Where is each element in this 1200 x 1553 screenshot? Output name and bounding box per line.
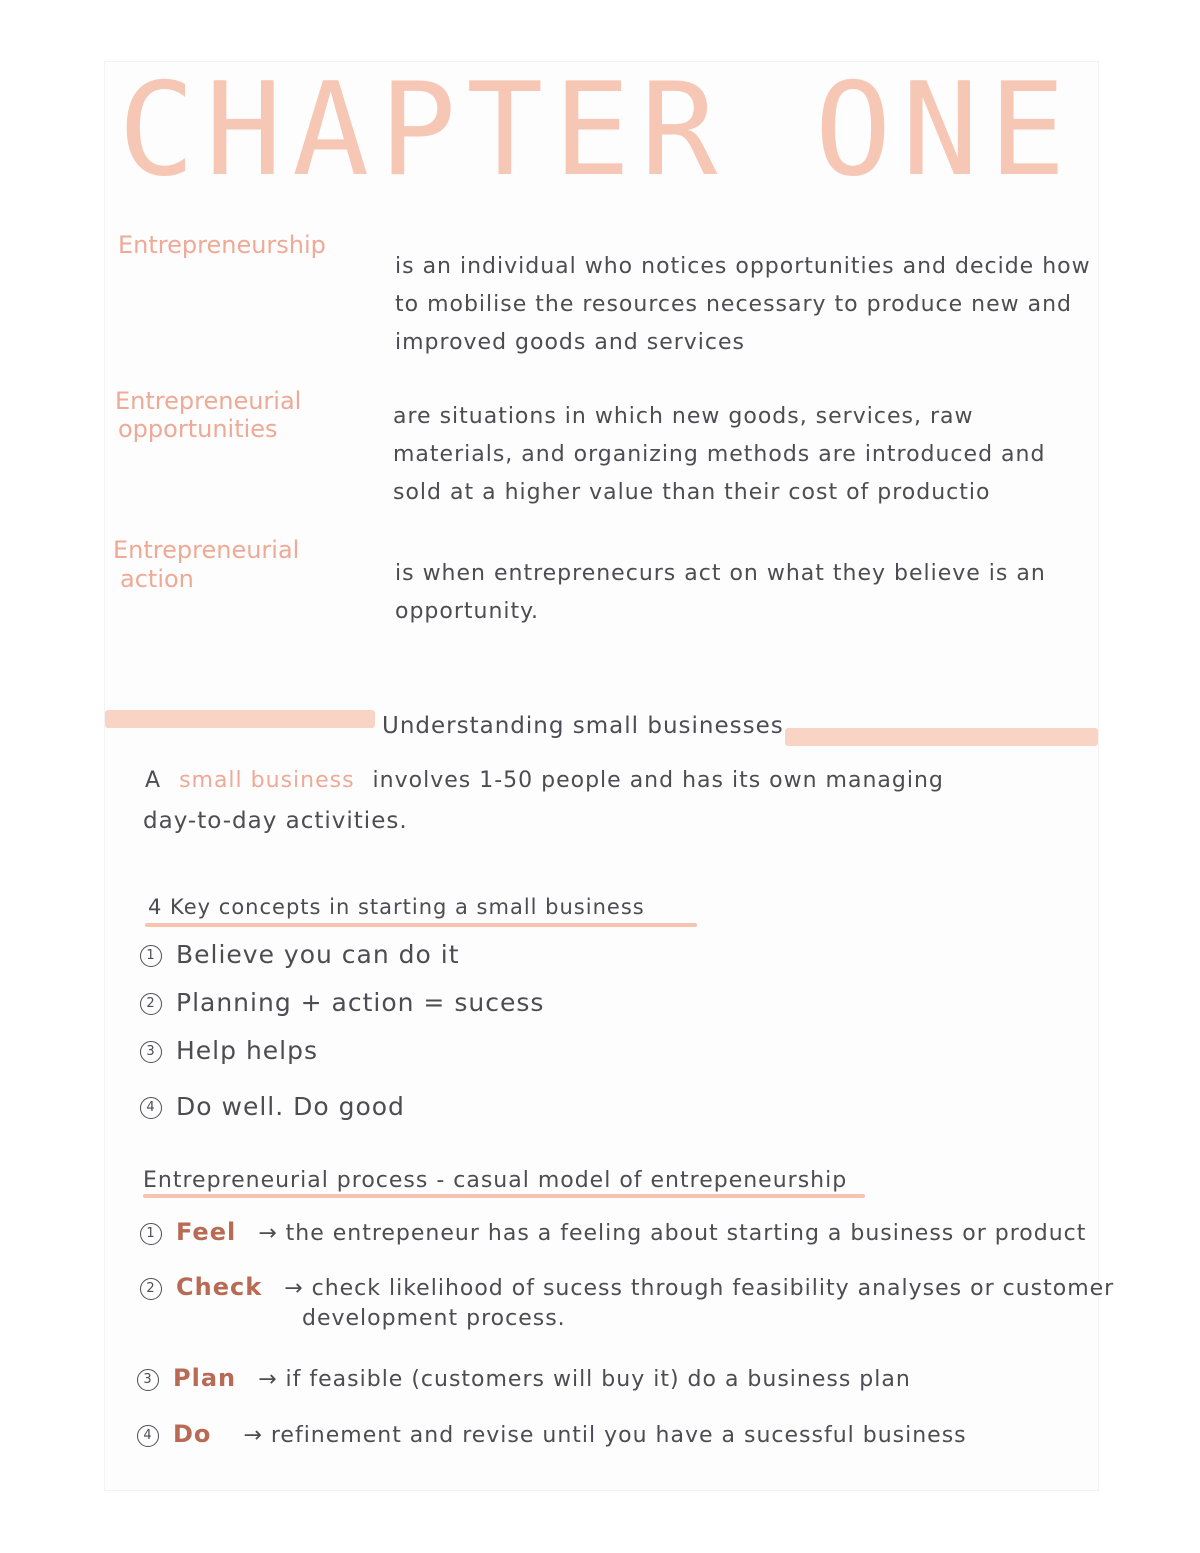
step-text: → if feasible (customers will buy it) do a business plan [258,1367,911,1392]
step-keyword: Plan [173,1364,237,1392]
number-circle-icon: 4 [137,1425,159,1447]
key-concept-item [140,988,544,1017]
section-heading: Understanding small businesses [382,713,784,739]
small-business-definition: involves 1-50 people and has its own managing [372,768,944,793]
step-text-continued: development process. [302,1306,566,1331]
process-step [140,1273,1114,1301]
step-text: → the entrepeneur has a feeling about starting a business or product [258,1221,1087,1246]
key-concept-item [140,940,460,969]
term-entrepreneurial-opportunities-line2: opportunities [118,415,278,443]
small-business-prefix: A [145,768,162,793]
number-circle-icon: 2 [140,993,162,1015]
step-keyword: Check [176,1273,263,1301]
step-text: → check likelihood of sucess through feasibility analyses or customer [284,1276,1115,1301]
key-concept-text: Help helps [176,1036,319,1065]
process-underline [143,1194,865,1198]
term-entrepreneurial-action-line1: Entrepreneurial [113,536,300,564]
definition-entrepreneurship: is an individual who notices opportunities and decide how to mobilise the resources necessary to produce new and improved goods and services [395,254,1091,355]
definition-entrepreneurial-action: is when entreprenecurs act on what they believe is an opportunity. [395,561,1046,624]
step-keyword: Do [173,1420,212,1448]
small-business-term: small business [179,768,355,793]
number-circle-icon: 1 [140,1223,162,1245]
number-circle-icon: 3 [137,1369,159,1391]
number-circle-icon: 3 [140,1041,162,1063]
key-concepts-underline [145,923,697,927]
process-step [137,1420,967,1448]
number-circle-icon: 4 [140,1097,162,1119]
page-title: CHAPTER ONE [118,56,1076,205]
key-concept-item [140,1036,318,1065]
key-concept-text: Planning + action = sucess [176,988,545,1017]
term-entrepreneurial-opportunities-line1: Entrepreneurial [115,387,302,415]
key-concept-text: Do well. Do good [176,1092,405,1121]
process-step [137,1364,911,1392]
heading-highlight-left [105,710,375,728]
process-step [140,1218,1086,1246]
key-concept-text: Believe you can do it [176,940,460,969]
definition-entrepreneurial-opportunities: are situations in which new goods, services, raw materials, and organizing methods are introduced and sold at a higher value than their cost of productio [393,404,1046,505]
heading-highlight-right [785,728,1098,746]
small-business-line1 [145,768,944,793]
number-circle-icon: 2 [140,1278,162,1300]
step-keyword: Feel [176,1218,237,1246]
key-concepts-heading: 4 Key concepts in starting a small business [148,895,645,919]
term-entrepreneurial-action-line2: action [120,565,194,593]
small-business-line2: day-to-day activities. [143,808,408,834]
number-circle-icon: 1 [140,945,162,967]
term-entrepreneurship: Entrepreneurship [118,231,326,259]
step-text: → refinement and revise until you have a sucessful business [243,1423,967,1448]
key-concept-item [140,1092,405,1121]
process-heading: Entrepreneurial process - casual model of entrepeneurship [143,1168,848,1193]
